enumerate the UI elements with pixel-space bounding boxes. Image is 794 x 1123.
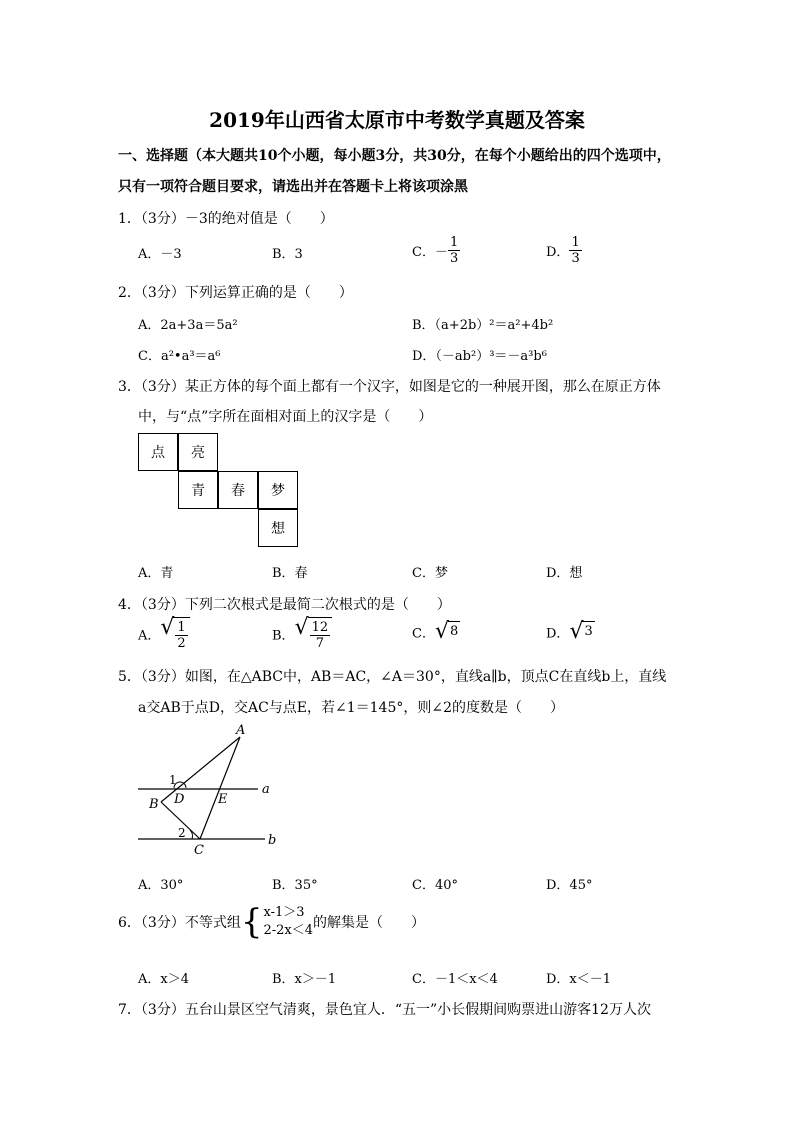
label-line-b: b (268, 833, 277, 848)
radical (160, 617, 189, 651)
q6-stem (118, 904, 425, 940)
q3-stem-line1: 3．（3分）某正方体的每个面上都有一个汉字，如图是它的一种展开图，那么在原正方体 (118, 379, 661, 395)
label-angle-2: 2 (178, 826, 186, 840)
label-line-a: a (262, 782, 270, 797)
inequality-system (241, 904, 313, 940)
q3-stem-line2: 中，与“点”字所在面相对面上的汉字是（ ） (138, 409, 433, 425)
q6-option-b: B．x＞－1 (272, 972, 337, 987)
q3-option-a: A．青 (138, 566, 174, 581)
fraction-numerator: 12 (311, 620, 329, 635)
cube-net-cell: 点 (138, 433, 178, 471)
label-e-point: E (218, 792, 228, 807)
q2-stem: 2．（3分）下列运算正确的是（ ） (118, 285, 353, 301)
q5-option-c: C．40° (412, 878, 458, 893)
q5-option-d: D．45° (546, 878, 593, 893)
radicand: 3 (582, 621, 594, 643)
q6-option-a: A．x＞4 (138, 972, 189, 987)
cube-net-cell: 春 (218, 471, 258, 509)
q4-option-d-label: D． (546, 626, 570, 642)
radical (295, 617, 333, 651)
q4-option-c-label: C． (412, 626, 435, 642)
fraction-denominator: 3 (449, 251, 459, 266)
fraction-numerator: 1 (571, 235, 580, 250)
cube-net-cell: 青 (178, 471, 218, 509)
q1-option-b: B．3 (272, 247, 303, 262)
q1-option-d-fraction (569, 235, 581, 266)
radicand: 8 (448, 621, 460, 643)
q4-option-d (546, 621, 595, 643)
q2-option-a: A．2a+3a＝5a² (138, 318, 238, 333)
section-heading-line2: 只有一项符合题目要求，请选出并在答题卡上将该项涂黑 (118, 179, 468, 195)
label-c-vertex: C (194, 843, 204, 858)
q2-option-d: D．（－ab²）³＝－a³b⁶ (412, 349, 547, 364)
triangle-figure (130, 722, 290, 862)
radical-sign-icon: √ (160, 615, 175, 640)
radical (435, 621, 460, 643)
radical-sign-icon: √ (569, 619, 584, 644)
fraction-denominator: 2 (177, 636, 186, 651)
q2-option-c: C．a²•a³＝a⁶ (138, 349, 221, 364)
q3-option-c: C．梦 (412, 566, 448, 581)
q5-stem-line1: 5．（3分）如图，在△ABC中，AB＝AC，∠A＝30°，直线a∥b，顶点C在直线b上，直线 (118, 669, 667, 685)
label-b-vertex: B (149, 797, 159, 812)
q4-option-a (138, 617, 190, 651)
q1-option-c-fraction (448, 235, 460, 266)
q7-stem-line1: 7．（3分）五台山景区空气清爽，景色宜人．“五一”小长假期间购票进山游客12万人次 (118, 1002, 651, 1018)
cube-net-cell: 想 (258, 509, 298, 547)
q1-option-d (546, 235, 582, 266)
q3-option-b: B．春 (272, 566, 308, 581)
q6-option-c: C．－1＜x＜4 (412, 972, 498, 987)
q4-stem: 4．（3分）下列二次根式是最简二次根式的是（ ） (118, 597, 451, 613)
q4-option-a-label: A． (138, 628, 161, 644)
fraction-denominator: 7 (315, 636, 324, 651)
q5-option-b: B．35° (272, 878, 318, 893)
cube-net-cell: 亮 (178, 433, 218, 471)
radical-sign-icon: √ (434, 619, 449, 644)
q1-option-c-label: C．－ (412, 245, 448, 260)
q5-option-a: A．30° (138, 878, 184, 893)
q4-option-b-label: B． (272, 628, 295, 644)
q4-option-b (272, 617, 332, 651)
q3-option-d: D．想 (546, 566, 583, 581)
inequality-2: 2-2x＜4 (263, 923, 314, 938)
radical-sign-icon: √ (294, 615, 309, 640)
radical (569, 621, 594, 643)
section-heading-line1: 一、选择题（本大题共10个小题，每小题3分，共30分，在每个小题给出的四个选项中， (118, 148, 671, 164)
label-a-vertex: A (236, 723, 246, 738)
q1-option-c (412, 235, 460, 266)
q4-option-c (412, 621, 460, 643)
fraction-denominator: 3 (571, 251, 580, 266)
q6-option-d: D．x＜－1 (546, 972, 612, 987)
fraction-numerator: 1 (177, 620, 186, 635)
q5-stem-line2: a交AB于点D，交AC与点E，若∠1＝145°，则∠2的度数是（ ） (138, 700, 565, 716)
q1-option-d-label: D． (546, 245, 570, 260)
label-d-point: D (174, 792, 185, 807)
side-ac (200, 737, 240, 839)
page-title: 2019年山西省太原市中考数学真题及答案 (209, 108, 585, 132)
inequality-1: x-1＞3 (263, 905, 305, 920)
cube-net (138, 433, 300, 549)
cube-net-cell: 梦 (258, 471, 298, 509)
q1-stem: 1．（3分）－3的绝对值是（ ） (118, 211, 334, 227)
q1-option-a: A．－3 (138, 247, 182, 262)
q6-stem-suffix: 的解集是（ ） (313, 915, 426, 931)
fraction-numerator: 1 (449, 235, 459, 250)
q6-stem-prefix: 6．（3分）不等式组 (118, 915, 241, 931)
label-angle-1: 1 (169, 773, 177, 787)
left-brace-icon: { (240, 902, 263, 942)
q2-option-b: B．（a+2b）²＝a²+4b² (412, 318, 554, 333)
side-ab (161, 737, 240, 802)
